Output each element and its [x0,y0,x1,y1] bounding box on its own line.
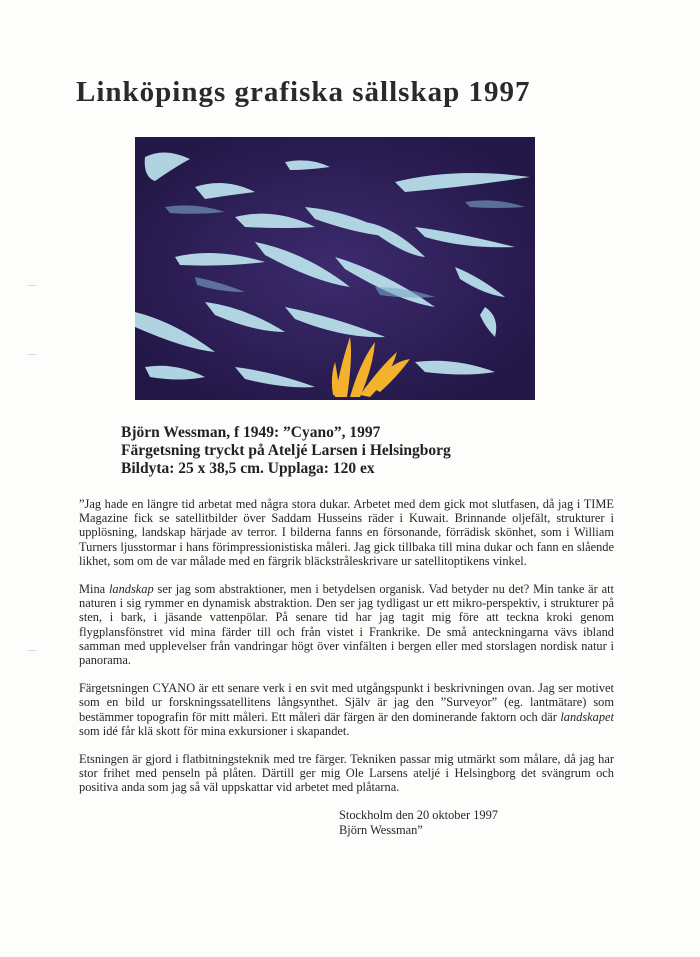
paragraph-3: Färgetsningen CYANO är ett senare verk i en svit med utgångspunkt i beskrivningen ovan. Jag ser motivet som en bild ur forskningssatellitens långsynthet. Själv är jag den ”Surveyor” (eg. lantmätare) som bestämmer topografin för mitt måleri. Ett måleri där färgen är den dominerande faktorn och där landskapet som idé får klä skott för mina exkursioner i skapandet. [79,681,614,738]
artwork-image [135,137,535,400]
caption-technique: Färgetsning tryckt på Ateljé Larsen i Helsingborg [121,442,451,459]
caption-artist-title: Björn Wessman, f 1949: ”Cyano”, 1997 [121,424,381,441]
scan-mark [28,354,36,355]
artist-statement [79,497,614,809]
paragraph-1: ”Jag hade en längre tid arbetat med några stora dukar. Arbetet med dem gick mot slutfasen, då jag i TIME Magazine fick se satellitbilder över Saddam Husseins räder i Kuwait. Brinnande oljefält, strukturer i upplösning, landskap härjade av terror. I bilderna fanns en försonande, förrädisk skönhet, som i William Turners ljusstormar i hans förimpressionistiska måleri. Jag gick tillbaka till mina dukar och fann en slående likhet, som om de var målade med en färgrik bläckstråleskrivare ur satellitoptikens vinkel. [79,497,614,568]
paragraph-4: Etsningen är gjord i flatbitningsteknik med tre färger. Tekniken passar mig utmärkt som målare, då jag har stor frihet med penseln på plåten. Därtill ger mig Ole Larsens ateljé i Helsingborg det svängrum och positiva anda som jag så väl uppskattar vid arbetet med plåtarna. [79,752,614,795]
signature-block [339,808,498,837]
paragraph-2: Mina landskap ser jag som abstraktioner, men i betydelsen organisk. Vad betyder nu det? Min tanke är att naturen i sig rymmer en dynamisk abstraktion. Den ser jag tydligast ur ett mikro-perspektiv, i strukturer på sten, i bark, i jäsande vattenpölar. På senare tid har jag tagit mig före att teckna kroki genom flygplansfönstret vid mina färder till och från vistet i Frankrike. De små anteckningarna vävs ibland samman med upplevelser från vandringar högt över vinfälten i bergen eller med storslagen nordisk natur i panorama. [79,582,614,668]
signature-name: Björn Wessman” [339,822,423,837]
page-title: Linköpings grafiska sällskap 1997 [76,76,531,108]
scan-mark [28,650,36,651]
artwork-caption [121,424,451,478]
scan-mark [28,285,36,286]
signature-place-date: Stockholm den 20 oktober 1997 [339,808,498,822]
caption-dimensions: Bildyta: 25 x 38,5 cm. Upplaga: 120 ex [121,460,375,477]
